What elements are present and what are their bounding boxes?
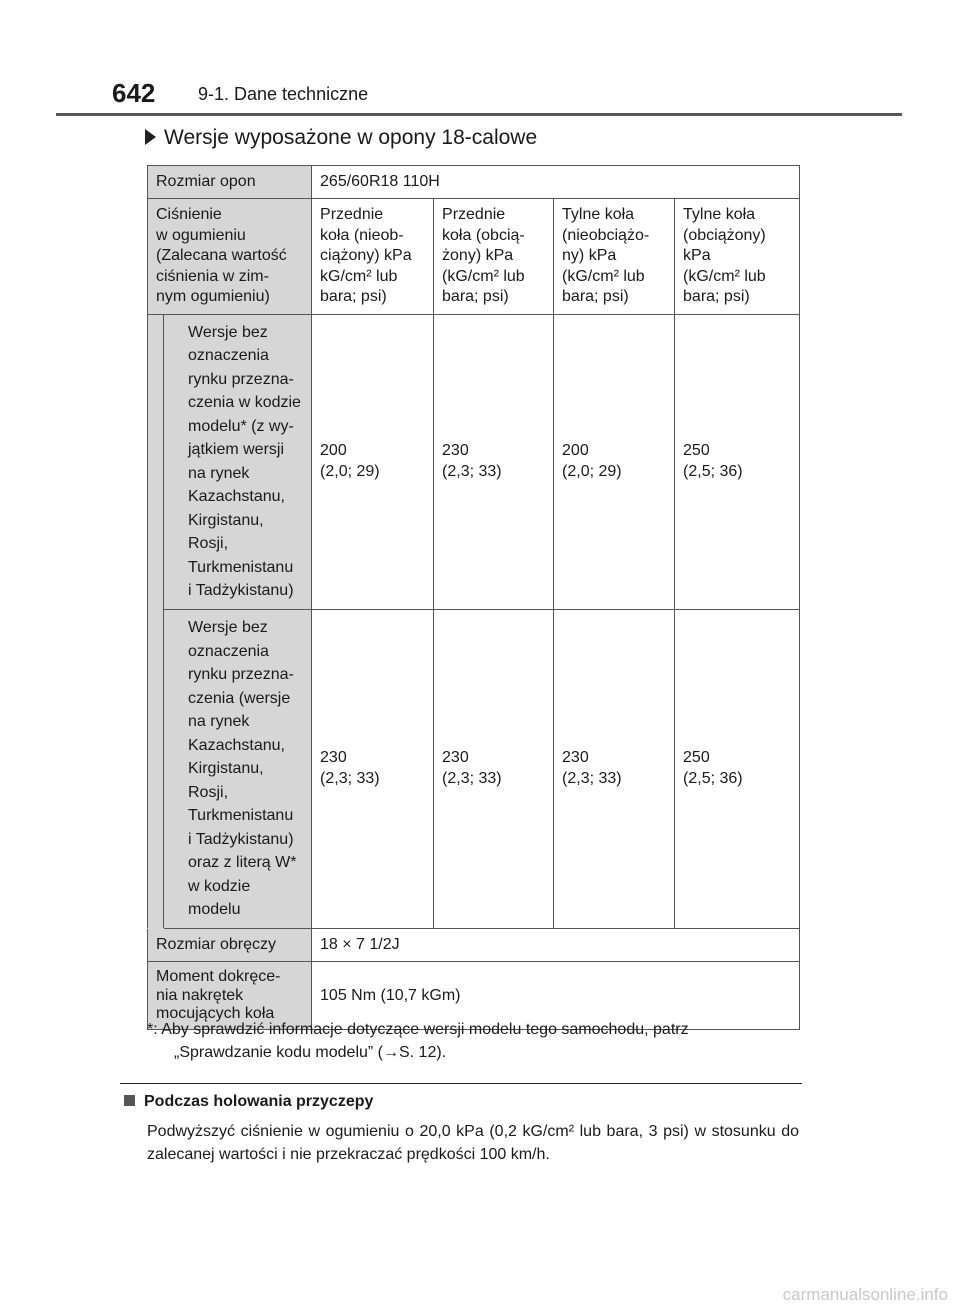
pressure-value: 230 (2,3; 33) xyxy=(434,314,554,609)
torque-value: 105 Nm (10,7 kGm) xyxy=(312,962,800,1030)
section-title-text: Wersje wyposażone w opony 18-calowe xyxy=(164,126,538,149)
footnote xyxy=(147,1018,799,1064)
rim-size-value: 18 × 7 1/2J xyxy=(312,928,800,961)
pressure-column-header xyxy=(675,199,800,314)
column-header-text: Tylne koła (obciążony) kPa (kG/cm² xyxy=(683,206,766,285)
pressure-value: 200 (2,0; 29) xyxy=(554,314,675,609)
table-row xyxy=(148,166,800,199)
column-header-tail: lub bara; psi) xyxy=(320,267,398,306)
section-title xyxy=(145,126,537,150)
tire-size-value: 265/60R18 110H xyxy=(312,166,800,199)
pressure-column-header xyxy=(554,199,675,314)
table-row xyxy=(148,314,800,609)
tire-size-label: Rozmiar opon xyxy=(148,166,312,199)
pressure-value: 200 (2,0; 29) xyxy=(312,314,434,609)
table-row xyxy=(148,610,800,929)
torque-label: Moment dokręce- nia nakrętek mocujących koła xyxy=(148,962,312,1030)
towing-paragraph: Podwyższyć ciśnienie w ogumieniu o 20,0 kPa (0,2 kG/cm² lub bara, 3 psi) w stosunku do zalecanej wartości i nie przekraczać prędkości 100 km/h. xyxy=(147,1123,799,1164)
column-header-tail: lub bara; psi) xyxy=(442,267,525,306)
table-row xyxy=(148,928,800,961)
arrow-right-icon xyxy=(145,129,156,145)
chapter-title: 9-1. Dane techniczne xyxy=(198,84,369,104)
page-number: 642 xyxy=(112,78,156,108)
pressure-column-header xyxy=(434,199,554,314)
footnote-reference: „Sprawdzanie kodu modelu” (→S. 12). xyxy=(174,1044,447,1062)
pressure-label: Ciśnienie w ogumieniu (Zalecana wartość ciśnienia w zim- nym ogumieniu) xyxy=(148,199,312,314)
column-header-tail: lub bara; psi) xyxy=(683,267,766,306)
column-header-text: Tylne koła (nieobciążo- ny) kPa (kG/cm² xyxy=(562,206,650,285)
header-rule xyxy=(56,113,902,116)
towing-heading xyxy=(124,1093,373,1111)
footnote-line: *: Aby sprawdzić informacje dotyczące wersji modelu tego samochodu, patrz xyxy=(147,1021,689,1038)
table-row xyxy=(148,199,800,314)
pressure-value: 250 (2,5; 36) xyxy=(675,610,800,929)
section-divider xyxy=(120,1083,802,1084)
column-header-tail: lub bara; psi) xyxy=(562,267,645,306)
pressure-value: 250 (2,5; 36) xyxy=(675,314,800,609)
square-bullet-icon xyxy=(124,1095,135,1106)
column-header-text: Przednie koła (obcią- żony) kPa (kG/cm² xyxy=(442,206,525,285)
rim-size-label: Rozmiar obręczy xyxy=(148,928,312,961)
pressure-column-header xyxy=(312,199,434,314)
variant-label: Wersje bez oznaczenia rynku przezna- czenia (wersje na rynek Kazachstanu, Kirgistanu, Rosji, Turkmenistanu i Tadżykistanu) oraz z literą W* w kodzie modelu xyxy=(164,610,312,929)
pressure-value: 230 (2,3; 33) xyxy=(312,610,434,929)
pressure-side-band xyxy=(148,314,164,928)
pressure-value: 230 (2,3; 33) xyxy=(434,610,554,929)
watermark: carmanualsonline.info xyxy=(782,1285,948,1304)
towing-heading-text: Podczas holowania przyczepy xyxy=(144,1093,374,1110)
column-header-text: Przednie koła (nieob- ciążony) kPa kG/cm² xyxy=(320,206,412,285)
variant-label: Wersje bez oznaczenia rynku przezna- czenia w kodzie modelu* (z wy- jątkiem wersji na rynek Kazachstanu, Kirgistanu, Rosji, Turkmenistanu i Tadżykistanu) xyxy=(164,314,312,609)
page-header xyxy=(112,78,902,114)
pressure-value: 230 (2,3; 33) xyxy=(554,610,675,929)
tire-spec-table xyxy=(147,165,800,1030)
